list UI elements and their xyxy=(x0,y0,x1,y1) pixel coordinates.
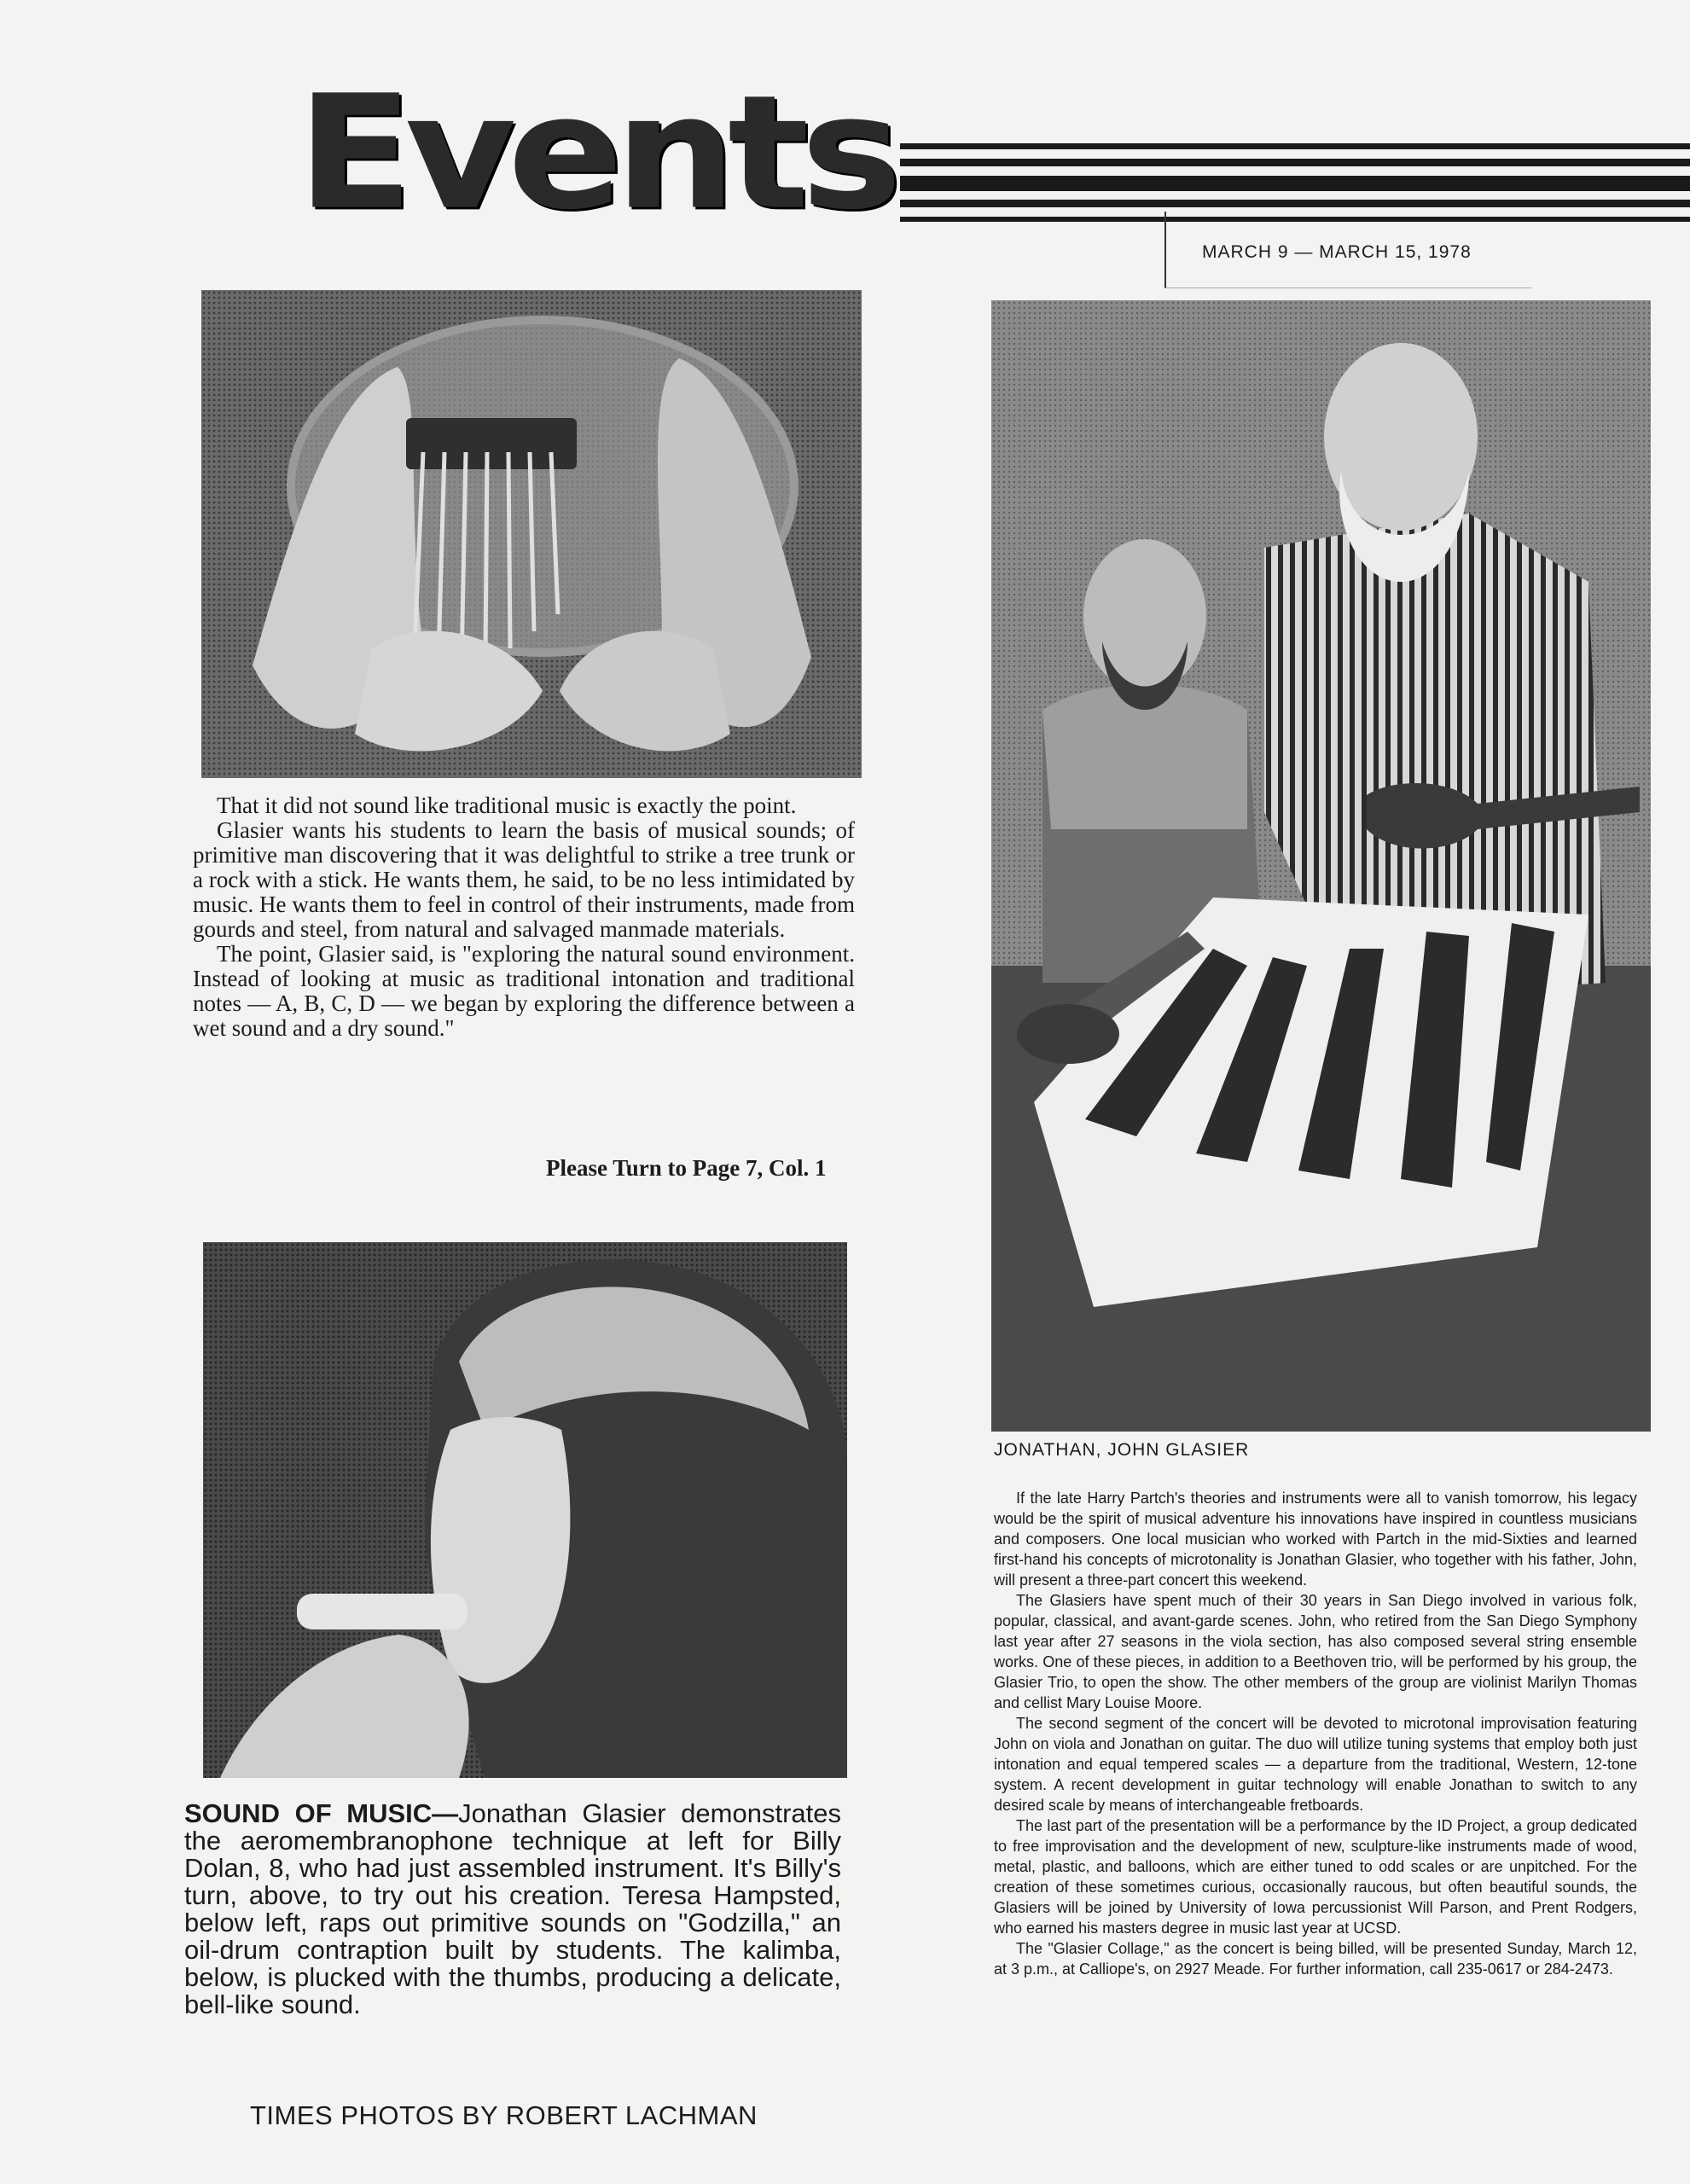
caption-lead: SOUND OF MUSIC— xyxy=(184,1798,459,1828)
child-photo xyxy=(203,1242,847,1778)
masthead-title: Events xyxy=(297,61,894,245)
paragraph: The second segment of the concert will be devoted to microtonal improvisation featuring John on viola and Jonathan on guitar. The duo will utilize tuning systems that employ both just intonation and equal tempered scales — a departure from the traditional, Western, 12-tone system. A recent development in guitar technology will enable Jonathan to switch to any desired scale by means of interchangeable fretboards. xyxy=(994,1715,1637,1814)
dateline: MARCH 9 — MARCH 15, 1978 xyxy=(1164,212,1531,288)
photo-label: JONATHAN, JOHN GLASIER xyxy=(994,1440,1250,1460)
continued-jump-line: Please Turn to Page 7, Col. 1 xyxy=(546,1155,827,1181)
photo-caption xyxy=(184,1800,841,2018)
masthead-rules xyxy=(900,143,1690,222)
left-article-body xyxy=(193,793,855,1041)
kalimba-photo-icon xyxy=(201,290,862,778)
rule-line xyxy=(900,143,1690,149)
paragraph: Glasier wants his students to learn the basis of musical sounds; of primitive man discovering that it was delightful to strike a tree trunk or a rock with a stick. He wants them, he said, to be no less intimidated by music. He wants them to feel in control of their instruments, made from gourds and steel, from natural and salvaged manmade materials. xyxy=(193,817,855,942)
right-article-body xyxy=(994,1488,1637,1979)
rule-line xyxy=(900,159,1690,166)
paragraph: The "Glasier Collage," as the concert is being billed, will be presented Sunday, March 12, at 3 p.m., at Calliope's, on 2927 Meade. For further information, call 235-0617 or 284-2473. xyxy=(994,1940,1637,1978)
paragraph: The Glasiers have spent much of their 30 years in San Diego involved in various folk, popular, classical, and avant-garde scenes. John, who retired from the San Diego Symphony last year after 27 seasons in the viola section, has also composed several string ensemble works. One of these pieces, in addition to a Beethoven trio, will be performed by his group, the Glasier Trio, to open the show. The other members of the group are violinist Marilyn Thomas and cellist Mary Louise Moore. xyxy=(994,1592,1637,1711)
photo-credit: TIMES PHOTOS BY ROBERT LACHMAN xyxy=(250,2100,758,2130)
glasier-duo-photo-icon xyxy=(991,300,1651,1432)
paragraph: The point, Glasier said, is "exploring the natural sound environment. Instead of looking at music as traditional intonation and traditional notes — A, B, C, D — we began by exploring the difference between a wet sound and a dry sound." xyxy=(193,941,855,1041)
kalimba-photo xyxy=(201,290,862,778)
caption-text: Jonathan Glasier demonstrates the aeromembranophone technique at left for Billy Dolan, 8, who had just assembled instrument. It's Billy's turn, above, to try out his creation. Teresa Hampsted, below left, raps out primitive sounds on "Godzilla," an oil-drum contraption built by students. The kalimba, below, is plucked with the thumbs, producing a delicate, bell-like sound. xyxy=(184,1798,841,2019)
child-profile-photo-icon xyxy=(203,1242,847,1778)
paragraph: That it did not sound like traditional music is exactly the point. xyxy=(217,793,797,818)
rule-line xyxy=(900,200,1690,207)
paragraph: If the late Harry Partch's theories and instruments were all to vanish tomorrow, his legacy would be the spirit of musical adventure his innovations have inspired in countless musicians and composers. One local musician who worked with Partch in the mid-Sixties and learned first-hand his concepts of microtonality is Jonathan Glasier, who together with his father, John, will present a three-part concert this weekend. xyxy=(994,1490,1637,1589)
rule-line xyxy=(900,176,1690,191)
paragraph: The last part of the presentation will be a performance by the ID Project, a group dedicated to free improvisation and the development of new, sculpture-like instruments made of wood, metal, plastic, and balloons, which are either tuned to odd scales or are unpitched. For the creation of these sometimes curious, occasionally raucous, but often beautiful sounds, the Glasiers will be joined by University of Iowa percussionist Will Parson, and Prent Rodgers, who earned his masters degree in music last year at UCSD. xyxy=(994,1817,1637,1937)
glasier-photo xyxy=(991,300,1651,1432)
